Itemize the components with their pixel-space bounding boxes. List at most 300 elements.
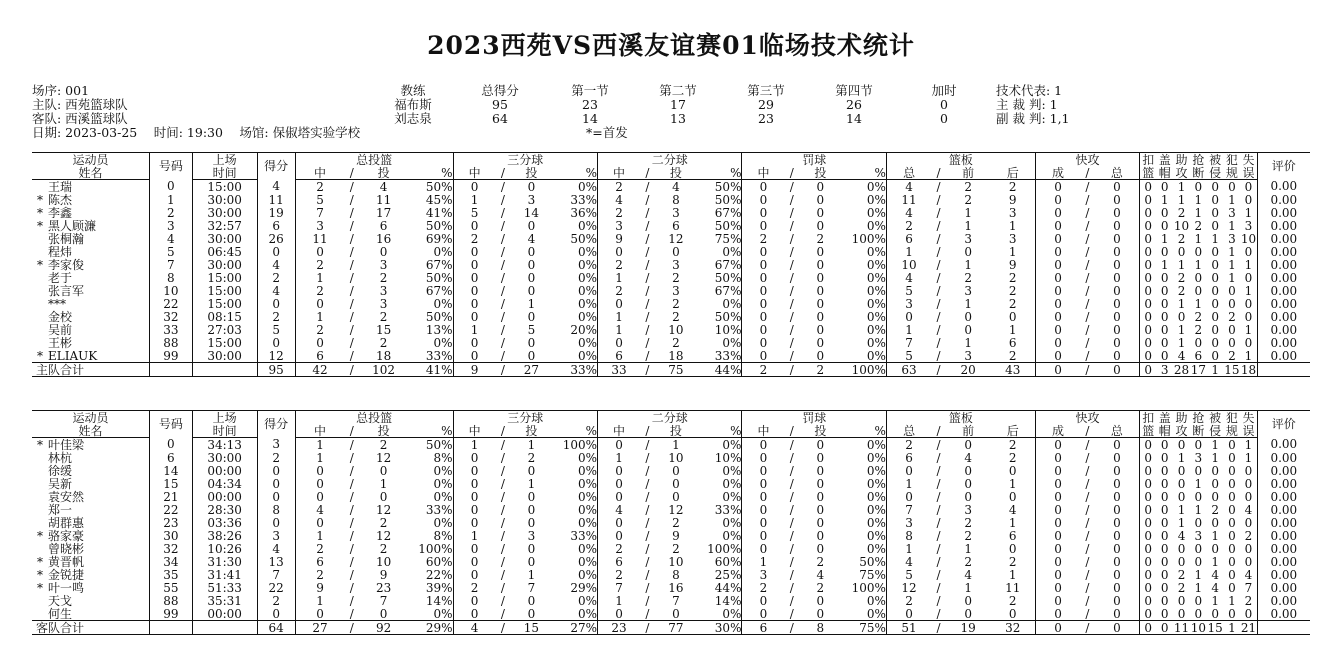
stat-fg-att: 2 bbox=[379, 271, 388, 284]
player-name-cell bbox=[32, 271, 150, 284]
stat-two-pct: 14% bbox=[714, 594, 742, 607]
stat-misc: 0 bbox=[1194, 607, 1203, 621]
stat-misc: 18 bbox=[1240, 362, 1257, 377]
stat-fb-made: 0 bbox=[1035, 349, 1080, 363]
stat-reb-slash: / bbox=[936, 503, 941, 516]
stat-reb-total: 2 bbox=[886, 438, 931, 452]
stat-fb-made: 0 bbox=[1035, 568, 1080, 581]
stat-two-made: 1 bbox=[598, 271, 641, 284]
stat-reb-off: 0 bbox=[964, 477, 972, 490]
stat-fb-slash: / bbox=[1080, 363, 1095, 377]
player-number: 99 bbox=[150, 349, 193, 363]
stat-three-att: 0 bbox=[527, 245, 536, 258]
stat-two-slash: / bbox=[645, 437, 650, 451]
stat-fg-slash: / bbox=[349, 542, 354, 555]
stat-reb-def: 3 bbox=[1008, 232, 1017, 245]
stat-misc: 0 bbox=[1140, 621, 1157, 635]
team-total-label: 主队合计 bbox=[32, 363, 150, 377]
player-name-cell bbox=[32, 594, 150, 607]
header-misc-top: 助 bbox=[1173, 153, 1190, 167]
stat-two-made: 2 bbox=[598, 284, 641, 297]
stat-ft-att: 2 bbox=[816, 555, 825, 568]
stat-ft-pct: 0% bbox=[866, 503, 886, 516]
header-ft-pct: % bbox=[842, 166, 887, 180]
stat-fb-slash: / bbox=[1085, 232, 1090, 245]
stat-misc: 0 bbox=[1244, 464, 1253, 477]
header-misc-top: 盖 bbox=[1156, 153, 1173, 167]
stat-two-slash: / bbox=[645, 258, 650, 271]
stat-ft-made: 0 bbox=[742, 297, 785, 310]
header-fg: 总投篮 bbox=[295, 153, 453, 167]
stat-ft-att: 0 bbox=[816, 284, 825, 297]
stat-misc: 0 bbox=[1140, 568, 1157, 581]
stat-misc: 0 bbox=[1160, 271, 1169, 284]
stat-two-pct: 67% bbox=[714, 284, 742, 297]
date-time-venue: 日期: 2023-03-25 时间: 19:30 场馆: 保俶塔实验学校 bbox=[32, 125, 361, 140]
header-misc-top: 扣 bbox=[1140, 411, 1157, 425]
stat-ft-pct: 0% bbox=[866, 594, 886, 607]
stat-fb-made: 0 bbox=[1035, 323, 1080, 336]
player-minutes: 30:00 bbox=[192, 349, 257, 363]
player-row bbox=[32, 193, 1310, 206]
stat-two-slash: / bbox=[645, 336, 650, 349]
player-row bbox=[32, 232, 1310, 245]
stat-reb-total: 4 bbox=[886, 180, 931, 194]
home-coach: 福布斯 bbox=[394, 97, 432, 112]
stat-reb-slash: / bbox=[936, 451, 941, 464]
player-rating: 0.00 bbox=[1257, 594, 1310, 607]
stat-reb-off: 1 bbox=[964, 219, 972, 232]
stat-misc: 0 bbox=[1160, 245, 1169, 258]
stat-three-slash: / bbox=[500, 323, 505, 336]
stat-fb-slash: / bbox=[1085, 193, 1090, 206]
score-total-label: 总得分 bbox=[481, 83, 519, 98]
player-minutes: 00:00 bbox=[192, 490, 257, 503]
stat-misc: 0 bbox=[1140, 323, 1157, 336]
stat-ft-att: 0 bbox=[816, 542, 825, 555]
stat-two-slash: / bbox=[640, 621, 655, 635]
stat-reb-off: 0 bbox=[964, 594, 972, 607]
stat-two-made: 0 bbox=[598, 516, 641, 529]
player-name-cell bbox=[32, 219, 150, 232]
stat-fb-total: 0 bbox=[1113, 529, 1121, 542]
stat-three-att: 0 bbox=[527, 594, 536, 607]
stat-misc: 1 bbox=[1194, 568, 1203, 581]
stat-ft-att: 2 bbox=[799, 363, 842, 377]
stat-ft-att: 0 bbox=[816, 258, 825, 271]
stat-misc: 0 bbox=[1140, 180, 1157, 194]
player-number: 30 bbox=[150, 529, 193, 542]
stat-three-slash: / bbox=[500, 451, 505, 464]
away-q4: 14 bbox=[846, 111, 862, 126]
stat-reb-slash: / bbox=[936, 284, 941, 297]
stat-reb-def: 1 bbox=[1008, 568, 1017, 581]
player-points: 2 bbox=[257, 451, 295, 464]
stat-misc: 0 bbox=[1244, 297, 1253, 310]
score-q4-column bbox=[822, 84, 886, 126]
player-number: 15 bbox=[150, 477, 193, 490]
stat-reb-def: 2 bbox=[1008, 349, 1017, 363]
away-team-label: 客队: 西溪篮球队 bbox=[32, 111, 128, 126]
player-rating: 0.00 bbox=[1257, 323, 1310, 336]
stat-three-slash: / bbox=[500, 179, 505, 193]
stat-fg-slash: / bbox=[349, 323, 354, 336]
stat-reb-slash: / bbox=[936, 542, 941, 555]
player-name: 曾晓彬 bbox=[48, 542, 85, 555]
player-name-cell bbox=[32, 284, 150, 297]
stat-three-att: 15 bbox=[510, 621, 553, 635]
player-minutes: 30:00 bbox=[192, 451, 257, 464]
stat-two-slash: / bbox=[645, 607, 650, 621]
score-q3-column bbox=[734, 84, 798, 126]
stat-ft-slash: / bbox=[789, 437, 794, 451]
stat-fb-total: 0 bbox=[1113, 516, 1121, 529]
header-misc-top: 盖 bbox=[1156, 411, 1173, 425]
stat-misc: 1 bbox=[1244, 451, 1253, 464]
stat-two-att: 2 bbox=[672, 271, 680, 284]
stat-three-att: 0 bbox=[527, 542, 536, 555]
player-name-cell bbox=[32, 323, 150, 336]
stat-fg-slash: / bbox=[349, 594, 354, 607]
stat-misc: 4 bbox=[1244, 568, 1253, 581]
stat-fg-made: 9 bbox=[295, 581, 344, 594]
stat-fg-slash: / bbox=[349, 179, 354, 193]
stat-fb-slash: / bbox=[1085, 568, 1090, 581]
stat-fb-total: 0 bbox=[1113, 477, 1121, 490]
header-reb-off: 前 bbox=[946, 166, 991, 180]
home-q3: 29 bbox=[758, 97, 774, 112]
stat-fg-slash: / bbox=[349, 193, 354, 206]
stat-fg-slash: / bbox=[349, 206, 354, 219]
player-rating: 0.00 bbox=[1257, 349, 1310, 363]
stat-ft-att: 0 bbox=[816, 594, 825, 607]
stat-misc: 0 bbox=[1194, 464, 1203, 477]
stat-misc: 0 bbox=[1228, 542, 1236, 555]
stat-ft-pct: 100% bbox=[842, 363, 887, 377]
stat-two-slash: / bbox=[645, 503, 650, 516]
stat-misc: 0 bbox=[1228, 555, 1236, 568]
stat-three-made: 0 bbox=[453, 310, 496, 323]
stat-ft-pct: 0% bbox=[866, 529, 886, 542]
player-row bbox=[32, 490, 1310, 503]
header-row-bottom bbox=[32, 424, 1310, 438]
stat-two-made: 6 bbox=[598, 349, 641, 363]
stat-misc: 0 bbox=[1194, 542, 1203, 555]
player-name-cell bbox=[32, 258, 150, 271]
stat-fb-slash: / bbox=[1085, 555, 1090, 568]
stat-two-pct: 50% bbox=[714, 193, 742, 206]
score-ot-column bbox=[914, 84, 974, 126]
stat-fb-total: 0 bbox=[1113, 271, 1121, 284]
stat-three-slash: / bbox=[500, 555, 505, 568]
header-ft: 罚球 bbox=[742, 411, 886, 425]
stat-fb-total: 0 bbox=[1113, 206, 1121, 219]
stat-misc: 0 bbox=[1140, 516, 1157, 529]
stat-two-slash: / bbox=[645, 284, 650, 297]
stat-two-slash: / bbox=[645, 568, 650, 581]
stat-misc: 0 bbox=[1160, 179, 1169, 193]
stat-reb-slash: / bbox=[936, 219, 941, 232]
player-rating: 0.00 bbox=[1257, 529, 1310, 542]
stat-fg-att: 0 bbox=[379, 245, 388, 258]
player-points: 4 bbox=[257, 258, 295, 271]
stat-misc: 0 bbox=[1228, 451, 1236, 464]
stat-misc: 0 bbox=[1228, 464, 1236, 477]
stat-misc: 3 bbox=[1228, 206, 1236, 219]
stat-reb-slash: / bbox=[936, 310, 941, 323]
stat-ft-slash: / bbox=[789, 529, 794, 542]
stat-two-made: 1 bbox=[598, 451, 641, 464]
player-row bbox=[32, 258, 1310, 271]
player-number: 0 bbox=[150, 438, 193, 452]
player-points: 2 bbox=[257, 310, 295, 323]
header-name: 姓名 bbox=[32, 166, 150, 180]
stat-misc: 1 bbox=[1194, 297, 1203, 310]
away-coach: 刘志泉 bbox=[394, 111, 432, 126]
player-row bbox=[32, 271, 1310, 284]
stat-fb-total: 0 bbox=[1113, 232, 1121, 245]
stat-reb-off: 3 bbox=[964, 349, 972, 363]
stat-misc: 2 bbox=[1177, 206, 1186, 219]
stat-fg-made: 2 bbox=[295, 568, 344, 581]
stat-ft-att: 0 bbox=[816, 310, 825, 323]
player-name-cell bbox=[32, 206, 150, 219]
stat-reb-off: 2 bbox=[964, 516, 972, 529]
stat-two-made: 0 bbox=[598, 245, 641, 258]
stat-two-pct: 30% bbox=[697, 621, 742, 635]
player-name-cell bbox=[32, 349, 150, 363]
stat-fb-slash: / bbox=[1085, 581, 1090, 594]
stat-three-made: 0 bbox=[453, 271, 496, 284]
stat-fb-made: 0 bbox=[1035, 336, 1080, 349]
stat-reb-total: 51 bbox=[886, 621, 931, 635]
stat-fg-att: 12 bbox=[375, 529, 392, 542]
header-reb-slash: / bbox=[931, 424, 946, 438]
stat-fb-slash: / bbox=[1085, 477, 1090, 490]
stat-fg-made: 11 bbox=[295, 232, 344, 245]
stat-misc: 1 bbox=[1177, 336, 1186, 349]
player-minutes: 30:00 bbox=[192, 193, 257, 206]
stat-reb-def: 2 bbox=[1008, 594, 1017, 607]
stat-two-pct: 60% bbox=[714, 555, 742, 568]
stat-ft-pct: 0% bbox=[866, 271, 886, 284]
stat-misc: 0 bbox=[1160, 323, 1169, 336]
stat-misc: 0 bbox=[1140, 245, 1157, 258]
stat-misc: 0 bbox=[1160, 490, 1169, 503]
stat-misc: 0 bbox=[1140, 581, 1157, 594]
stat-fb-made: 0 bbox=[1035, 245, 1080, 258]
stat-misc: 0 bbox=[1160, 529, 1169, 542]
stat-misc: 17 bbox=[1190, 362, 1206, 377]
stat-misc: 1 bbox=[1177, 503, 1186, 516]
header-misc-top: 抢 bbox=[1190, 411, 1207, 425]
stat-misc: 1 bbox=[1211, 594, 1219, 607]
stat-fg-slash: / bbox=[349, 437, 354, 451]
stat-ft-slash: / bbox=[789, 542, 794, 555]
player-number: 34 bbox=[150, 555, 193, 568]
stat-misc: 0 bbox=[1140, 206, 1157, 219]
stat-two-att: 12 bbox=[668, 232, 684, 245]
player-name-cell bbox=[32, 503, 150, 516]
stat-ft-att: 0 bbox=[816, 206, 825, 219]
stat-misc: 3 bbox=[1194, 451, 1203, 464]
stat-fg-att: 0 bbox=[379, 490, 388, 503]
stat-fb-slash: / bbox=[1085, 451, 1090, 464]
stat-reb-off: 0 bbox=[964, 323, 972, 336]
stat-fb-made: 0 bbox=[1035, 310, 1080, 323]
stat-fg-att: 2 bbox=[379, 516, 388, 529]
stat-reb-total: 3 bbox=[886, 297, 931, 310]
stat-fb-total: 0 bbox=[1095, 621, 1140, 635]
stat-ft-att: 0 bbox=[816, 179, 825, 193]
stat-fg-slash: / bbox=[349, 516, 354, 529]
stat-three-pct: 0% bbox=[577, 245, 598, 258]
stat-two-slash: / bbox=[645, 490, 650, 503]
stat-ft-made: 0 bbox=[742, 490, 785, 503]
stat-three-made: 0 bbox=[453, 336, 496, 349]
away-stats-table bbox=[32, 410, 1310, 635]
player-rating: 0.00 bbox=[1257, 438, 1310, 452]
player-name: 林杭 bbox=[48, 451, 73, 464]
stat-two-made: 0 bbox=[598, 297, 641, 310]
stat-fg-made: 2 bbox=[295, 542, 344, 555]
stat-misc: 1 bbox=[1194, 477, 1203, 490]
stat-misc: 0 bbox=[1228, 336, 1236, 349]
stat-fg-att: 16 bbox=[375, 232, 392, 245]
stat-fg-pct: 0% bbox=[433, 245, 453, 258]
stat-three-made: 0 bbox=[453, 607, 496, 621]
stat-ft-slash: / bbox=[789, 464, 794, 477]
stat-three-made: 0 bbox=[453, 555, 496, 568]
stat-fb-total: 0 bbox=[1113, 245, 1121, 258]
away-q1: 14 bbox=[582, 111, 598, 126]
stat-reb-off: 0 bbox=[964, 437, 972, 451]
header-ft-att: 投 bbox=[799, 424, 842, 438]
player-name-cell bbox=[32, 529, 150, 542]
header-misc-bottom: 帽 bbox=[1156, 166, 1173, 180]
stat-three-slash: / bbox=[500, 336, 505, 349]
stat-misc: 2 bbox=[1244, 594, 1253, 607]
stat-reb-def: 4 bbox=[1008, 503, 1017, 516]
stat-reb-def: 1 bbox=[1008, 219, 1017, 232]
stat-three-att: 0 bbox=[527, 464, 536, 477]
stat-fg-made: 0 bbox=[295, 607, 344, 621]
header-misc-top: 抢 bbox=[1190, 153, 1207, 167]
stat-reb-slash: / bbox=[931, 363, 946, 377]
stat-misc: 2 bbox=[1228, 349, 1236, 363]
stat-misc: 1 bbox=[1177, 323, 1186, 336]
stat-fg-pct: 67% bbox=[425, 284, 453, 297]
stat-misc: 0 bbox=[1228, 581, 1236, 594]
player-minutes: 28:30 bbox=[192, 503, 257, 516]
player-points: 19 bbox=[257, 206, 295, 219]
player-name-cell bbox=[32, 297, 150, 310]
stat-three-att: 27 bbox=[510, 363, 553, 377]
stat-misc: 4 bbox=[1177, 529, 1186, 542]
stat-misc: 0 bbox=[1211, 323, 1219, 336]
stat-misc: 1 bbox=[1244, 206, 1253, 219]
player-number: 0 bbox=[150, 180, 193, 194]
player-name: 黄晋帆 bbox=[48, 555, 85, 568]
stat-three-slash: / bbox=[500, 271, 505, 284]
stat-ft-slash: / bbox=[789, 179, 794, 193]
stat-fg-pct: 0% bbox=[433, 477, 453, 490]
header-misc-bottom: 规 bbox=[1224, 424, 1241, 438]
stat-misc: 0 bbox=[1211, 179, 1219, 193]
stat-reb-total: 11 bbox=[886, 193, 931, 206]
stat-fg-made: 1 bbox=[295, 438, 344, 452]
player-number: 4 bbox=[150, 232, 193, 245]
stat-misc: 0 bbox=[1228, 284, 1236, 297]
q1-label: 第一节 bbox=[571, 83, 609, 98]
stat-reb-total: 0 bbox=[886, 607, 931, 621]
stat-ft-slash: / bbox=[789, 503, 794, 516]
stat-fg-pct: 0% bbox=[433, 297, 453, 310]
player-number: 32 bbox=[150, 310, 193, 323]
q4-label: 第四节 bbox=[835, 83, 873, 98]
player-number: 8 bbox=[150, 271, 193, 284]
stat-misc: 1 bbox=[1177, 258, 1186, 271]
stat-reb-def: 1 bbox=[1008, 477, 1017, 490]
stat-misc: 1 bbox=[1211, 232, 1219, 245]
stat-two-pct: 10% bbox=[714, 451, 742, 464]
stat-three-slash: / bbox=[500, 581, 505, 594]
stat-misc: 0 bbox=[1140, 451, 1157, 464]
stat-fg-att: 15 bbox=[375, 323, 392, 336]
stat-ft-pct: 0% bbox=[866, 179, 886, 193]
stat-three-pct: 0% bbox=[577, 284, 598, 297]
stat-misc: 1 bbox=[1211, 437, 1219, 451]
stat-three-made: 0 bbox=[453, 477, 496, 490]
stat-misc: 0 bbox=[1211, 258, 1219, 271]
player-points: 6 bbox=[257, 219, 295, 232]
stat-misc: 0 bbox=[1160, 503, 1169, 516]
player-rating: 0.00 bbox=[1257, 542, 1310, 555]
stat-reb-total: 0 bbox=[886, 490, 931, 503]
player-rating: 0.00 bbox=[1257, 581, 1310, 594]
stat-misc: 15 bbox=[1224, 362, 1240, 377]
stat-three-att: 3 bbox=[527, 193, 536, 206]
stat-misc: 15 bbox=[1207, 620, 1223, 635]
player-name-cell bbox=[32, 245, 150, 258]
stat-misc: 0 bbox=[1177, 310, 1186, 323]
stat-fg-pct: 41% bbox=[408, 363, 453, 377]
stat-ft-made: 0 bbox=[742, 245, 785, 258]
stat-reb-slash: / bbox=[936, 555, 941, 568]
stat-misc: 0 bbox=[1160, 581, 1169, 594]
header-reb-def: 后 bbox=[991, 424, 1036, 438]
stat-two-made: 1 bbox=[598, 323, 641, 336]
stat-two-made: 0 bbox=[598, 490, 641, 503]
header-fastbreak: 快攻 bbox=[1035, 411, 1139, 425]
stat-fb-slash: / bbox=[1085, 219, 1090, 232]
stat-reb-def: 9 bbox=[1008, 193, 1017, 206]
stat-misc: 0 bbox=[1160, 284, 1169, 297]
stat-two-att: 10 bbox=[668, 451, 684, 464]
stat-three-att: 0 bbox=[527, 284, 536, 297]
stat-fb-made: 0 bbox=[1035, 206, 1080, 219]
home-stats-table bbox=[32, 152, 1310, 377]
header-fg-made: 中 bbox=[295, 424, 344, 438]
player-number: 21 bbox=[150, 490, 193, 503]
stat-two-pct: 0% bbox=[722, 607, 742, 621]
stat-two-slash: / bbox=[645, 232, 650, 245]
stat-fg-att: 6 bbox=[379, 219, 388, 232]
player-rating: 0.00 bbox=[1257, 271, 1310, 284]
header-fb-made: 成 bbox=[1035, 424, 1080, 438]
header-fb-made: 成 bbox=[1035, 166, 1080, 180]
player-rating: 0.00 bbox=[1257, 193, 1310, 206]
